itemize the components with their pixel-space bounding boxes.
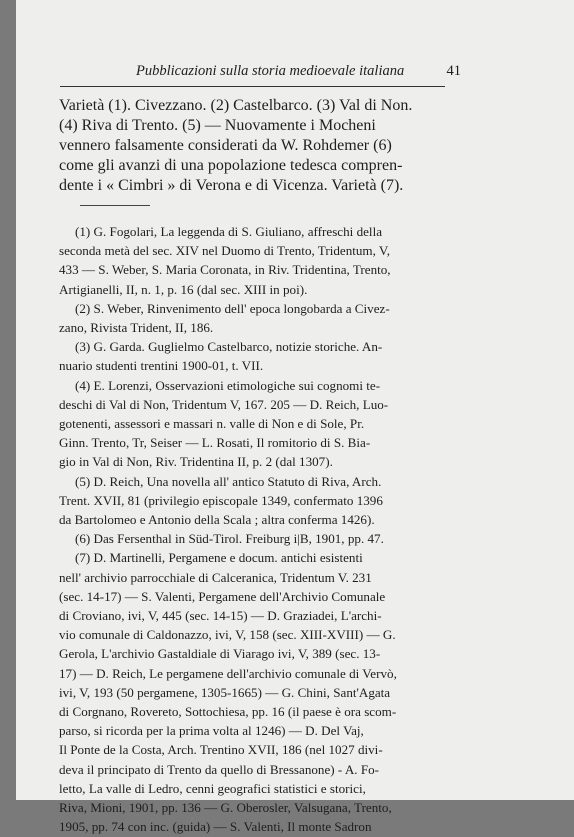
footnote-line: letto, La valle di Ledro, cenni geografici statistici e storici,: [59, 780, 366, 796]
footnote-line: Trent. XVII, 81 (privilegio episcopale 1349, confermato 1396: [59, 492, 383, 508]
body-line: come gli avanzi di una popolazione tedesca compren-: [59, 157, 403, 174]
footnote-line: (3) G. Garda. Guglielmo Castelbarco, notizie storiche. An-: [75, 339, 383, 355]
footnote-line: seconda metà del sec. XIV nel Duomo di Trento, Tridentum, V,: [59, 243, 390, 259]
footnote-line: Il Ponte de la Costa, Arch. Trentino XVII, 186 (nel 1027 divi-: [59, 742, 383, 758]
page-number: 41: [446, 63, 461, 79]
footnote-line: parso, si ricorda per la prima volta al 1246) — D. Del Vaj,: [59, 723, 364, 739]
footnote-line: gotenenti, assessori e massari n. valle di Non e di Sole, Pr.: [59, 416, 365, 432]
footnote-line: (4) E. Lorenzi, Osservazioni etimologiche sui cognomi te-: [75, 377, 381, 393]
footnote-line: (6) Das Fersenthal in Süd-Tirol. Freiburg i|B, 1901, pp. 47.: [75, 531, 384, 547]
footnote-line: ivi, V, 193 (50 pergamene, 1305-1665) — G. Chini, Sant'Agata: [59, 684, 391, 700]
footnotes: [59, 222, 445, 837]
footnote-line: (7) D. Martinelli, Pergamene e docum. antichi esistenti: [75, 550, 363, 566]
footnote-line: di Croviano, ivi, V, 445 (sec. 14-15) — D. Graziadei, L'archi-: [59, 608, 382, 624]
footnote-line: 1905, pp. 74 con inc. (guida) — S. Valenti, Il monte Sadron: [59, 819, 372, 835]
body-text: [59, 96, 445, 196]
footnote-line: vio comunale di Caldonazzo, ivi, V, 158 (sec. XIII-XVIII) — G.: [59, 627, 396, 643]
footnote-line: di Corgnano, Rovereto, Sottochiesa, pp. 16 (il paese è ora scom-: [59, 704, 397, 720]
footnote-line: 433 — S. Weber, S. Maria Coronata, in Riv. Tridentina, Trento,: [59, 262, 391, 278]
footnote-line: zano, Rivista Trident, II, 186.: [59, 320, 214, 336]
header-rule: [60, 86, 445, 87]
body-line: vennero falsamente considerati da W. Rohdemer (6): [59, 137, 392, 154]
running-header: [116, 63, 471, 83]
footnote-line: Artigianelli, II, n. 1, p. 16 (dal sec. XIII in poi).: [59, 281, 308, 297]
footnote-line: nell' archivio parrocchiale di Calceranica, Tridentum V. 231: [59, 569, 372, 585]
footnote-line: Riva, Mioni, 1901, pp. 136 — G. Oberosler, Valsugana, Trento,: [59, 800, 392, 816]
footnote-line: da Bartolomeo e Antonio della Scala ; altra conferma 1426).: [59, 512, 375, 528]
body-line: dente i « Cimbri » di Verona e di Vicenza. Varietà (7).: [59, 177, 404, 194]
body-line: (4) Riva di Trento. (5) — Nuovamente i Mocheni: [59, 117, 376, 134]
footnote-line: deschi di Val di Non, Tridentum V, 167. 205 — D. Reich, Luo-: [59, 396, 389, 412]
footnote-line: (2) S. Weber, Rinvenimento dell' epoca longobarda a Civez-: [75, 300, 390, 316]
footnote-line: (5) D. Reich, Una novella all' antico Statuto di Riva, Arch.: [75, 473, 382, 489]
footnote-separator: [80, 205, 150, 206]
footnote-line: gio in Val di Non, Riv. Tridentina II, p. 2 (dal 1307).: [59, 454, 333, 470]
footnote-line: Ginn. Trento, Tr, Seiser — L. Rosati, Il romitorio di S. Bia-: [59, 435, 371, 451]
footnote-line: nuario studenti trentini 1900-01, t. VII.: [59, 358, 264, 374]
footnote-line: 17) — D. Reich, Le pergamene dell'archivio comunale di Vervò,: [59, 665, 397, 681]
running-title: Pubblicazioni sulla storia medioevale italiana: [136, 63, 405, 79]
footnote-line: deva il principato di Trento da quello di Bressanone) - A. Fo-: [59, 761, 380, 777]
footnote-line: (sec. 14-17) — S. Valenti, Pergamene dell'Archivio Comunale: [59, 588, 386, 604]
footnote-line: Gerola, L'archivio Gastaldiale di Viarago ivi, V, 389 (sec. 13-: [59, 646, 381, 662]
body-line: Varietà (1). Civezzano. (2) Castelbarco. (3) Val di Non.: [59, 97, 413, 114]
footnote-line: (1) G. Fogolari, La leggenda di S. Giuliano, affreschi della: [75, 224, 383, 239]
